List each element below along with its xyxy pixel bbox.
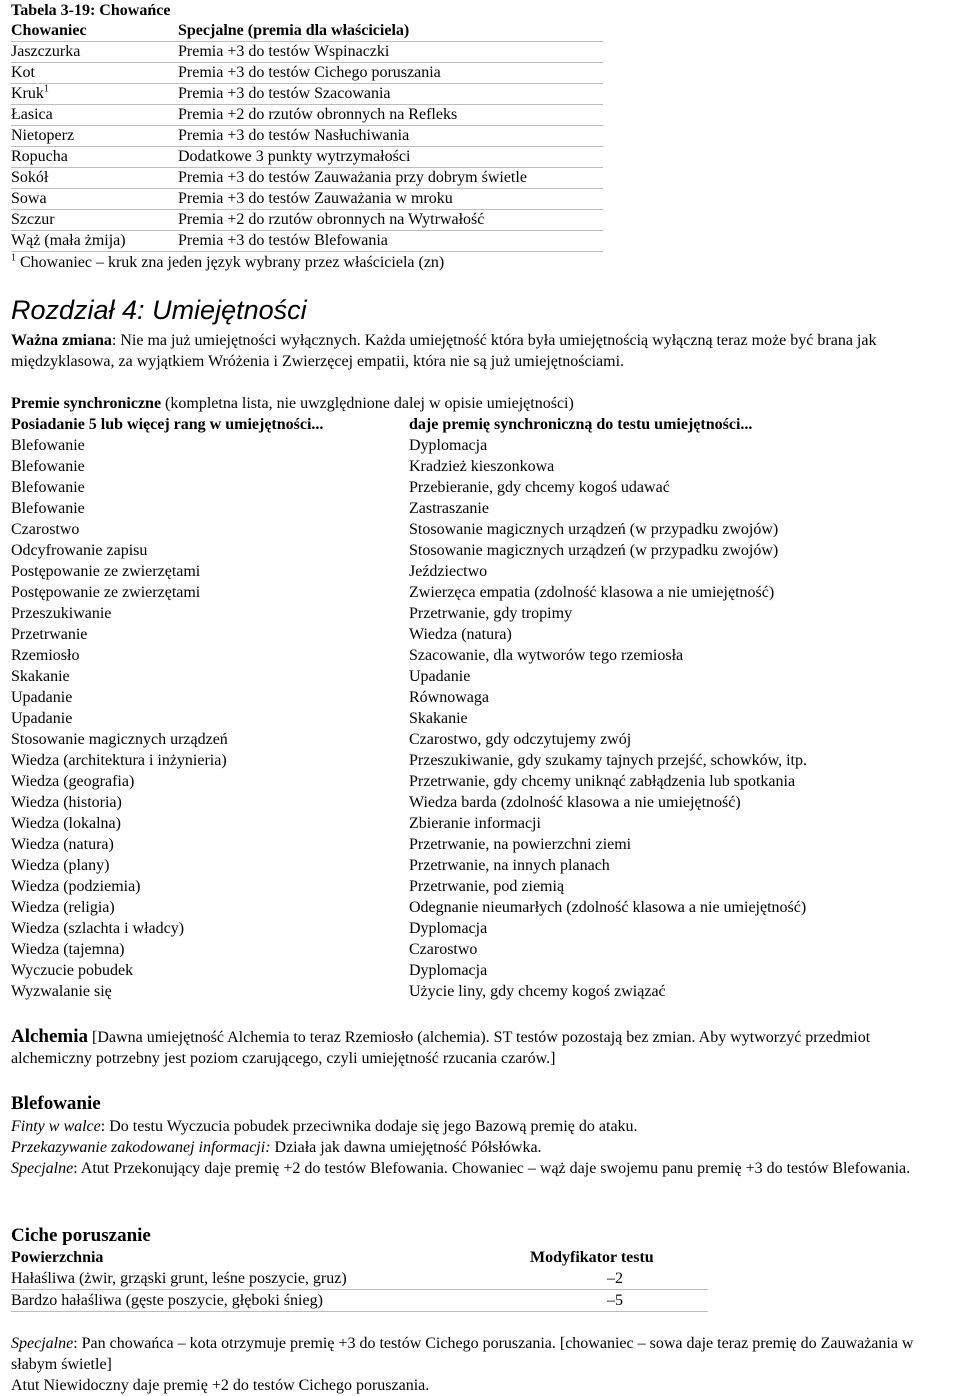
familiar-effect: Premia +2 do rzutów obronnych na Wytrwałość [178,210,603,231]
synergy-source-skill: Wyzwalanie się [11,983,112,1000]
familiar-name [11,84,178,105]
familiar-name [11,189,178,210]
synergy-target-skill: Przetrwanie, gdy tropimy [409,605,573,622]
familiar-effect: Premia +2 do rzutów obronnych na Refleks [178,105,603,126]
synergy-target-skill: Kradzież kieszonkowa [409,458,555,475]
chapter-title: Rozdział 4: Umiejętności [11,295,307,325]
table-row [11,519,807,540]
synergy-source-skill: Postępowanie ze zwierzętami [11,563,201,580]
synergy-target-skill: Czarostwo [409,941,478,958]
table-row [11,126,603,147]
table-row [11,498,807,519]
synergy-source-skill: Blefowanie [11,500,85,517]
table-header-row [11,21,603,42]
surface-name: Hałaśliwa (żwir, grząski grunt, leśne poszycie, gruz) [11,1268,530,1290]
synergy-source-skill: Skakanie [11,668,70,685]
table-row [11,624,807,645]
familiar-effect: Premia +3 do testów Wspinaczki [178,42,603,63]
table-row [11,105,603,126]
table-row [11,939,807,960]
familiar-name-text: Łasica [11,106,53,123]
table-row [11,708,807,729]
blefowanie-special-label: Specjalne [11,1160,74,1177]
table-row [11,435,807,456]
header-familiar: Chowaniec [11,21,178,42]
synergy-source-skill: Wiedza (tajemna) [11,941,125,958]
header-special: Specjalne (premia dla właściciela) [178,21,603,42]
synergy-source-skill: Wiedza (plany) [11,857,110,874]
alchemia-title: Alchemia [11,1026,89,1047]
familiar-name-text: Nietoperz [11,127,75,144]
table-row [11,456,807,477]
important-change-label: Ważna zmiana [11,332,112,349]
synergy-title [11,393,956,414]
familiar-name [11,63,178,84]
alchemia-paragraph [11,1026,946,1069]
synergy-target-skill: Zbieranie informacji [409,815,541,832]
surface-header: Powierzchnia [11,1249,104,1266]
footnote-text: Chowaniec – kruk zna jeden język wybrany przez właściciela (zn) [16,254,445,271]
synergy-source-skill: Odcyfrowanie zapisu [11,542,148,559]
synergy-target-skill: Jeździectwo [409,563,488,580]
table-row [11,84,603,105]
modifier-header-cell [530,1247,708,1268]
table-row [11,645,807,666]
surface-spacer [623,1290,708,1312]
familiar-name-text: Wąż (mała żmija) [11,232,126,249]
blefowanie-line-1 [11,1116,956,1137]
table-row [11,540,807,561]
table-row [11,792,807,813]
synergy-source-skill: Stosowanie magicznych urządzeń [11,731,228,748]
synergy-target-skill: Przeszukiwanie, gdy szukamy tajnych przejść, schowków, itp. [409,752,807,769]
synergy-source-skill: Upadanie [11,710,73,727]
synergy-source-skill: Wiedza (architektura i inżynieria) [11,752,227,769]
familiar-name-text: Sowa [11,190,47,207]
table-row [11,168,603,189]
familiar-effect: Premia +3 do testów Zauważania przy dobrym świetle [178,168,603,189]
synergy-target-skill: Przetrwanie, pod ziemią [409,878,565,895]
table-row [11,231,603,252]
table-row [11,666,807,687]
surface-spacer [623,1268,708,1290]
table-caption: Tabela 3-19: Chowańce [11,2,171,19]
table-row [11,771,807,792]
synergy-source-skill: Postępowanie ze zwierzętami [11,584,201,601]
synergy-target-skill: Przetrwanie, gdy chcemy uniknąć zabłądzenia lub spotkania [409,773,796,790]
table-row [11,687,807,708]
ciche-special-paragraph [11,1333,946,1375]
surface-modifier: –2 [530,1268,623,1290]
synergy-target-skill: Dyplomacja [409,437,488,454]
table-row [11,63,603,84]
synergy-target-skill: Stosowanie magicznych urządzeń (w przypadku zwojów) [409,542,779,559]
blefowanie-special-text: : Atut Przekonujący daje premię +2 do testów Blefowania. Chowaniec – wąż daje swojemu panu premię +3 do testów Blefowania. [73,1160,911,1177]
familiar-name [11,231,178,252]
synergy-target-skill: Wiedza (natura) [409,626,512,643]
blefowanie-line-3 [11,1158,960,1179]
ciche-last-line: Atut Niewidoczny daje premię +2 do testów Cichego poruszania. [11,1377,430,1394]
familiar-name [11,210,178,231]
table-row [11,582,807,603]
familiar-effect: Premia +3 do testów Blefowania [178,231,603,252]
familiar-name-text: Kot [11,64,35,81]
table-row [11,42,603,63]
familiar-table [11,21,603,252]
table-row [11,189,603,210]
familiar-effect: Premia +3 do testów Szacowania [178,84,603,105]
familiar-name-text: Jaszczurka [11,43,81,60]
synergy-target-skill: Przebieranie, gdy chcemy kogoś udawać [409,479,670,496]
synergy-title-rest: (kompletna lista, nie uwzględnione dalej w opisie umiejętności) [161,395,574,412]
table-row [11,897,807,918]
synergy-source-skill: Wiedza (lokalna) [11,815,121,832]
table-row [11,813,807,834]
table-row [11,981,807,1002]
synergy-target-skill: Skakanie [409,710,468,727]
feint-text: : Do testu Wyczucia pobudek przeciwnika dodaje się jego Bazową premię do ataku. [100,1118,638,1135]
footnote-ref: 1 [43,83,49,95]
table-row [11,855,807,876]
familiar-name-text: Sokół [11,169,49,186]
synergy-target-skill: Dyplomacja [409,962,488,979]
surface-header-row [11,1247,708,1268]
ciche-special-text: : Pan chowańca – kota otrzymuje premię +3 do testów Cichego poruszania. [chowaniec – sowa daje teraz premię do Zauważania w słabym świetle] [11,1335,914,1373]
synergy-source-skill: Czarostwo [11,521,80,538]
blefowanie-section [11,1093,956,1179]
synergy-target-skill: Przetrwanie, na powierzchni ziemi [409,836,632,853]
table-row [11,750,807,771]
synergy-target-skill: Odegnanie nieumarłych (zdolność klasowa a nie umiejętność) [409,899,807,916]
synergy-source-skill: Wiedza (natura) [11,836,114,853]
familiar-effect: Premia +3 do testów Nasłuchiwania [178,126,603,147]
synergy-source-skill: Blefowanie [11,437,85,454]
ciche-title: Ciche poruszanie [11,1225,151,1246]
table-row [11,561,807,582]
familiar-effect: Premia +3 do testów Cichego poruszania [178,63,603,84]
synergy-target-skill: Przetrwanie, na innych planach [409,857,610,874]
table-row [11,147,603,168]
synergy-target-skill: Wiedza barda (zdolność klasowa a nie umiejętność) [409,794,741,811]
surface-table [11,1247,708,1312]
synergy-source-skill: Wiedza (szlachta i władcy) [11,920,185,937]
synergy-source-skill: Wiedza (podziemia) [11,878,141,895]
synergy-header-target: daje premię synchroniczną do testu umiejętności... [409,416,753,433]
table-row [11,876,807,897]
important-change-paragraph [11,330,946,372]
synergy-table [11,414,807,1002]
synergy-source-skill: Przeszukiwanie [11,605,112,622]
table-row [11,960,807,981]
familiar-name [11,105,178,126]
familiar-name-text: Kruk [11,85,44,102]
table-row [11,210,603,231]
synergy-header-row [11,414,807,435]
surface-name: Bardzo hałaśliwa (gęste poszycie, głęboki śnieg) [11,1290,530,1312]
ciche-section [11,1225,956,1312]
feint-label: Finty w walce [11,1118,101,1135]
table-row [11,918,807,939]
coded-message-label: Przekazywanie zakodowanej informacji: [11,1139,271,1156]
surface-modifier: –5 [530,1290,623,1312]
synergy-target-skill: Dyplomacja [409,920,488,937]
ciche-special-label: Specjalne [11,1335,74,1352]
table-row [11,834,807,855]
table-row [11,1290,708,1312]
synergy-target-skill: Czarostwo, gdy odczytujemy zwój [409,731,632,748]
synergy-source-skill: Przetrwanie [11,626,88,643]
synergy-target-skill: Stosowanie magicznych urządzeń (w przypadku zwojów) [409,521,779,538]
synergy-source-skill: Wyczucie pobudek [11,962,134,979]
table-row [11,477,807,498]
familiar-name [11,42,178,63]
table-row [11,729,807,750]
synergy-target-skill: Zastraszanie [409,500,489,517]
synergy-header-source: Posiadanie 5 lub więcej rang w umiejętności... [11,416,324,433]
modifier-header: Modyfikator testu [530,1249,654,1266]
blefowanie-title: Blefowanie [11,1093,101,1114]
synergy-source-skill: Wiedza (historia) [11,794,122,811]
familiar-name-text: Ropucha [11,148,68,165]
synergy-source-skill: Blefowanie [11,458,85,475]
alchemia-text: [Dawna umiejętność Alchemia to teraz Rzemiosło (alchemia). ST testów pozostają bez zmian. Aby wytworzyć przedmiot alchemiczny potrzebny jest poziom czarującego, czyli umiejętność rzucania czarów.] [11,1029,871,1067]
synergy-target-skill: Upadanie [409,668,471,685]
coded-message-text: Działa jak dawna umiejętność Półsłówka. [270,1139,542,1156]
synergy-target-skill: Zwierzęca empatia (zdolność klasowa a nie umiejętność) [409,584,775,601]
synergy-source-skill: Wiedza (geografia) [11,773,135,790]
synergy-target-skill: Równowaga [409,689,489,706]
table-footnote [11,252,956,274]
synergy-source-skill: Upadanie [11,689,73,706]
familiar-name [11,168,178,189]
synergy-source-skill: Rzemiosło [11,647,80,664]
synergy-target-skill: Szacowanie, dla wytworów tego rzemiosła [409,647,684,664]
familiar-effect: Dodatkowe 3 punkty wytrzymałości [178,147,603,168]
blefowanie-line-2 [11,1137,956,1158]
synergy-section [11,393,956,1002]
familiar-name [11,126,178,147]
synergy-target-skill: Użycie liny, gdy chcemy kogoś związać [409,983,666,1000]
familiar-name [11,147,178,168]
table-row [11,603,807,624]
synergy-source-skill: Blefowanie [11,479,85,496]
synergy-source-skill: Wiedza (religia) [11,899,115,916]
familiar-effect: Premia +3 do testów Zauważania w mroku [178,189,603,210]
synergy-title-bold: Premie synchroniczne [11,395,162,412]
table-row [11,1268,708,1290]
important-change-text: : Nie ma już umiejętności wyłącznych. Każda umiejętność która była umiejętnością wyłączną teraz może być brana jak międzyklasowa, za wyjątkiem Wróżenia i Zwierzęcej empatii, która nie są już umiejętnościami. [11,332,877,370]
familiar-name-text: Szczur [11,211,55,228]
footnote-mark: 1 [11,252,16,264]
